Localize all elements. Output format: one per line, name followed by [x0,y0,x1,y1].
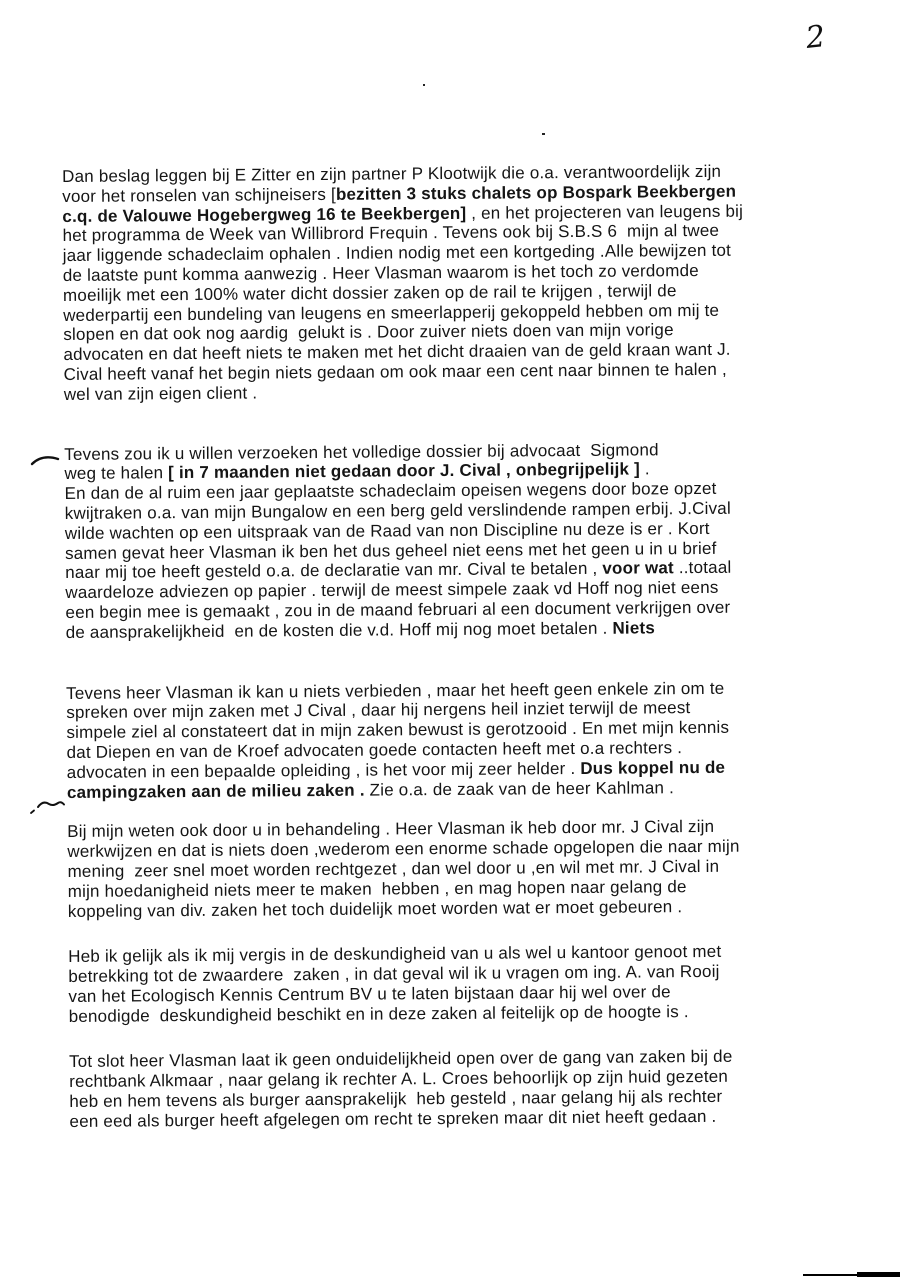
letter-body [62,161,860,1132]
text-line: advocaten en dat heeft niets te maken met het dicht draaien van de geld kraan want J. [63,339,731,365]
text-line: een begin mee is gemaakt , zou in de maand februari al een document verkrijgen over [65,597,731,622]
text-line: van het Ecologisch Kennis Centrum BV u te laten bijstaan daar hij wel over de [68,982,671,1006]
text-line: naar mij toe heeft gesteld o.a. de declaratie van mr. Cival te betalen , voor wat ..totaal [65,558,732,583]
paragraph [64,438,856,642]
text-line: een eed als burger heeft afgelegen om recht te spreken maar dit niet heeft gedaan . [69,1106,717,1131]
handwritten-margin-stroke-icon [30,452,62,468]
scan-speck [542,133,545,135]
text-line: dat Diepen en van de Kroef advocaten goede contacten heeft met o.a rechters . [66,738,683,762]
handwritten-page-number: 2 [804,19,827,56]
text-line: Tevens zou ik u willen verzoeken het volledige dossier bij advocaat Sigmond [64,439,659,464]
text-line: c.q. de Valouwe Hogebergweg 16 te Beekbergen] , en het projecteren van leugens bij [62,201,744,226]
handwritten-margin-stroke-icon [26,796,68,818]
scan-speck [423,84,425,86]
text-line: mijn hoedanigheid niets meer te maken hebben , en mag hopen naar gelang de [67,876,687,901]
text-line: simpele ziel al constateert dat in mijn zaken bewust is gerotzooid . En met mijn kennis [66,717,730,743]
text-line: voor het ronselen van schijneisers [bezitten 3 stuks chalets op Bospark Beekbergen [62,181,737,206]
text-line: benodigde deskundigheid beschikt en in deze zaken al feitelijk op de hoogte is . [68,1001,689,1026]
text-line: rechtbank Alkmaar , naar gelang ik rechter A. L. Croes behoorlijk op zijn huid gezeten [69,1067,729,1092]
paragraph [69,1046,860,1131]
text-line: Tot slot heer Vlasman laat ik geen onduidelijkheid open over de gang van zaken bij de [68,1047,733,1072]
text-line: de laatste punt komma aanwezig . Heer Vlasman waarom is het toch zo verdomde [62,260,699,285]
text-line: samen gevat heer Vlasman ik ben het dus geheel niet eens met het geen u in u brief [64,538,717,563]
text-line: wel van zijn eigen client . [63,383,258,404]
text-line: waardeloze adviezen op papier . terwijl de meest simpele zaak vd Hoff nog niet eens [65,577,719,603]
text-line: slopen en dat ook nog aardig gelukt is . Door zuiver niets doen van mijn vorige [63,320,674,345]
text-line: spreken over mijn zaken met J Cival , daar hij nergens heil inziet terwijl de meest [66,698,691,723]
paragraph [62,161,854,405]
text-line: wilde wachten op een uitspraak van de Raad van non Discipline nu deze is er . Kort [64,518,710,543]
text-line: wederpartij een bundeling van leugens en smeerlapperij gekoppeld hebben om mij te [63,300,720,325]
text-line: de aansprakelijkheid en de kosten die v.d. Hoff mij nog moet betalen . Niets [65,618,656,642]
text-line: heb en hem tevens als burger aansprakelijk heb gesteld , naar gelang hij als rechter [69,1086,723,1112]
text-line: advocaten in een bepaalde opleiding , is het voor mij zeer helder . Dus koppel nu de [66,757,726,782]
text-line: jaar liggende schadeclaim ophalen . Indien nodig met een kortgeding .Alle bewijzen tot [62,240,732,266]
text-line: het programma de Week van Willibrord Frequin . Tevens ook bij S.B.S 6 mijn al twee [62,221,720,246]
text-line: Tevens heer Vlasman ik kan u niets verbieden , maar het heeft geen enkele zin om te [66,678,725,703]
text-line: betrekking tot de zwaardere zaken , in dat geval wil ik u vragen om ing. A. van Rooij [68,961,720,987]
text-line: kwijtraken o.a. van mijn Bungalow en een berg geld verslindende rampen erbij. J.Cival [64,498,731,523]
text-line: mening zeer snel moet worden rechtgezet , dan wel door u ,en wil met mr. J Cival in [67,856,720,881]
text-line: campingzaken aan de milieu zaken . Zie o.a. de zaak van de heer Kahlman . [66,777,675,802]
text-line: Dan beslag leggen bij E Zitter en zijn partner P Klootwijk die o.a. verantwoordelijk zijn [62,161,722,186]
paragraph [67,816,858,921]
text-line: Bij mijn weten ook door u in behandeling . Heer Vlasman ik heb door mr. J Cival zijn [67,817,715,842]
text-line: koppeling van div. zaken het toch duidelijk moet worden wat er moet gebeuren . [67,896,683,921]
text-line: Cival heeft vanaf het begin niets gedaan om ook maar een cent naar binnen te halen , [63,359,727,384]
text-line: moeilijk met een 100% water dicht dossier zaken op de rail te krijgen , terwijl de [62,280,677,305]
scan-edge-artifact [803,1274,859,1276]
text-line: En dan de al ruim een jaar geplaatste schadeclaim opeisen wegens door boze opzet [64,479,717,504]
scan-edge-artifact [857,1272,900,1277]
text-line: werkwijzen en dat is niets doen ,wederom een enorme schade opgelopen die naar mijn [67,836,740,862]
paragraph [68,941,859,1026]
text-line: Heb ik gelijk als ik mij vergis in de deskundigheid van u als wel u kantoor genoot met [68,942,722,967]
paragraph [66,677,857,802]
text-line: weg te halen [ in 7 maanden niet gedaan door J. Cival , onbegrijpelijk ] . [64,459,650,484]
